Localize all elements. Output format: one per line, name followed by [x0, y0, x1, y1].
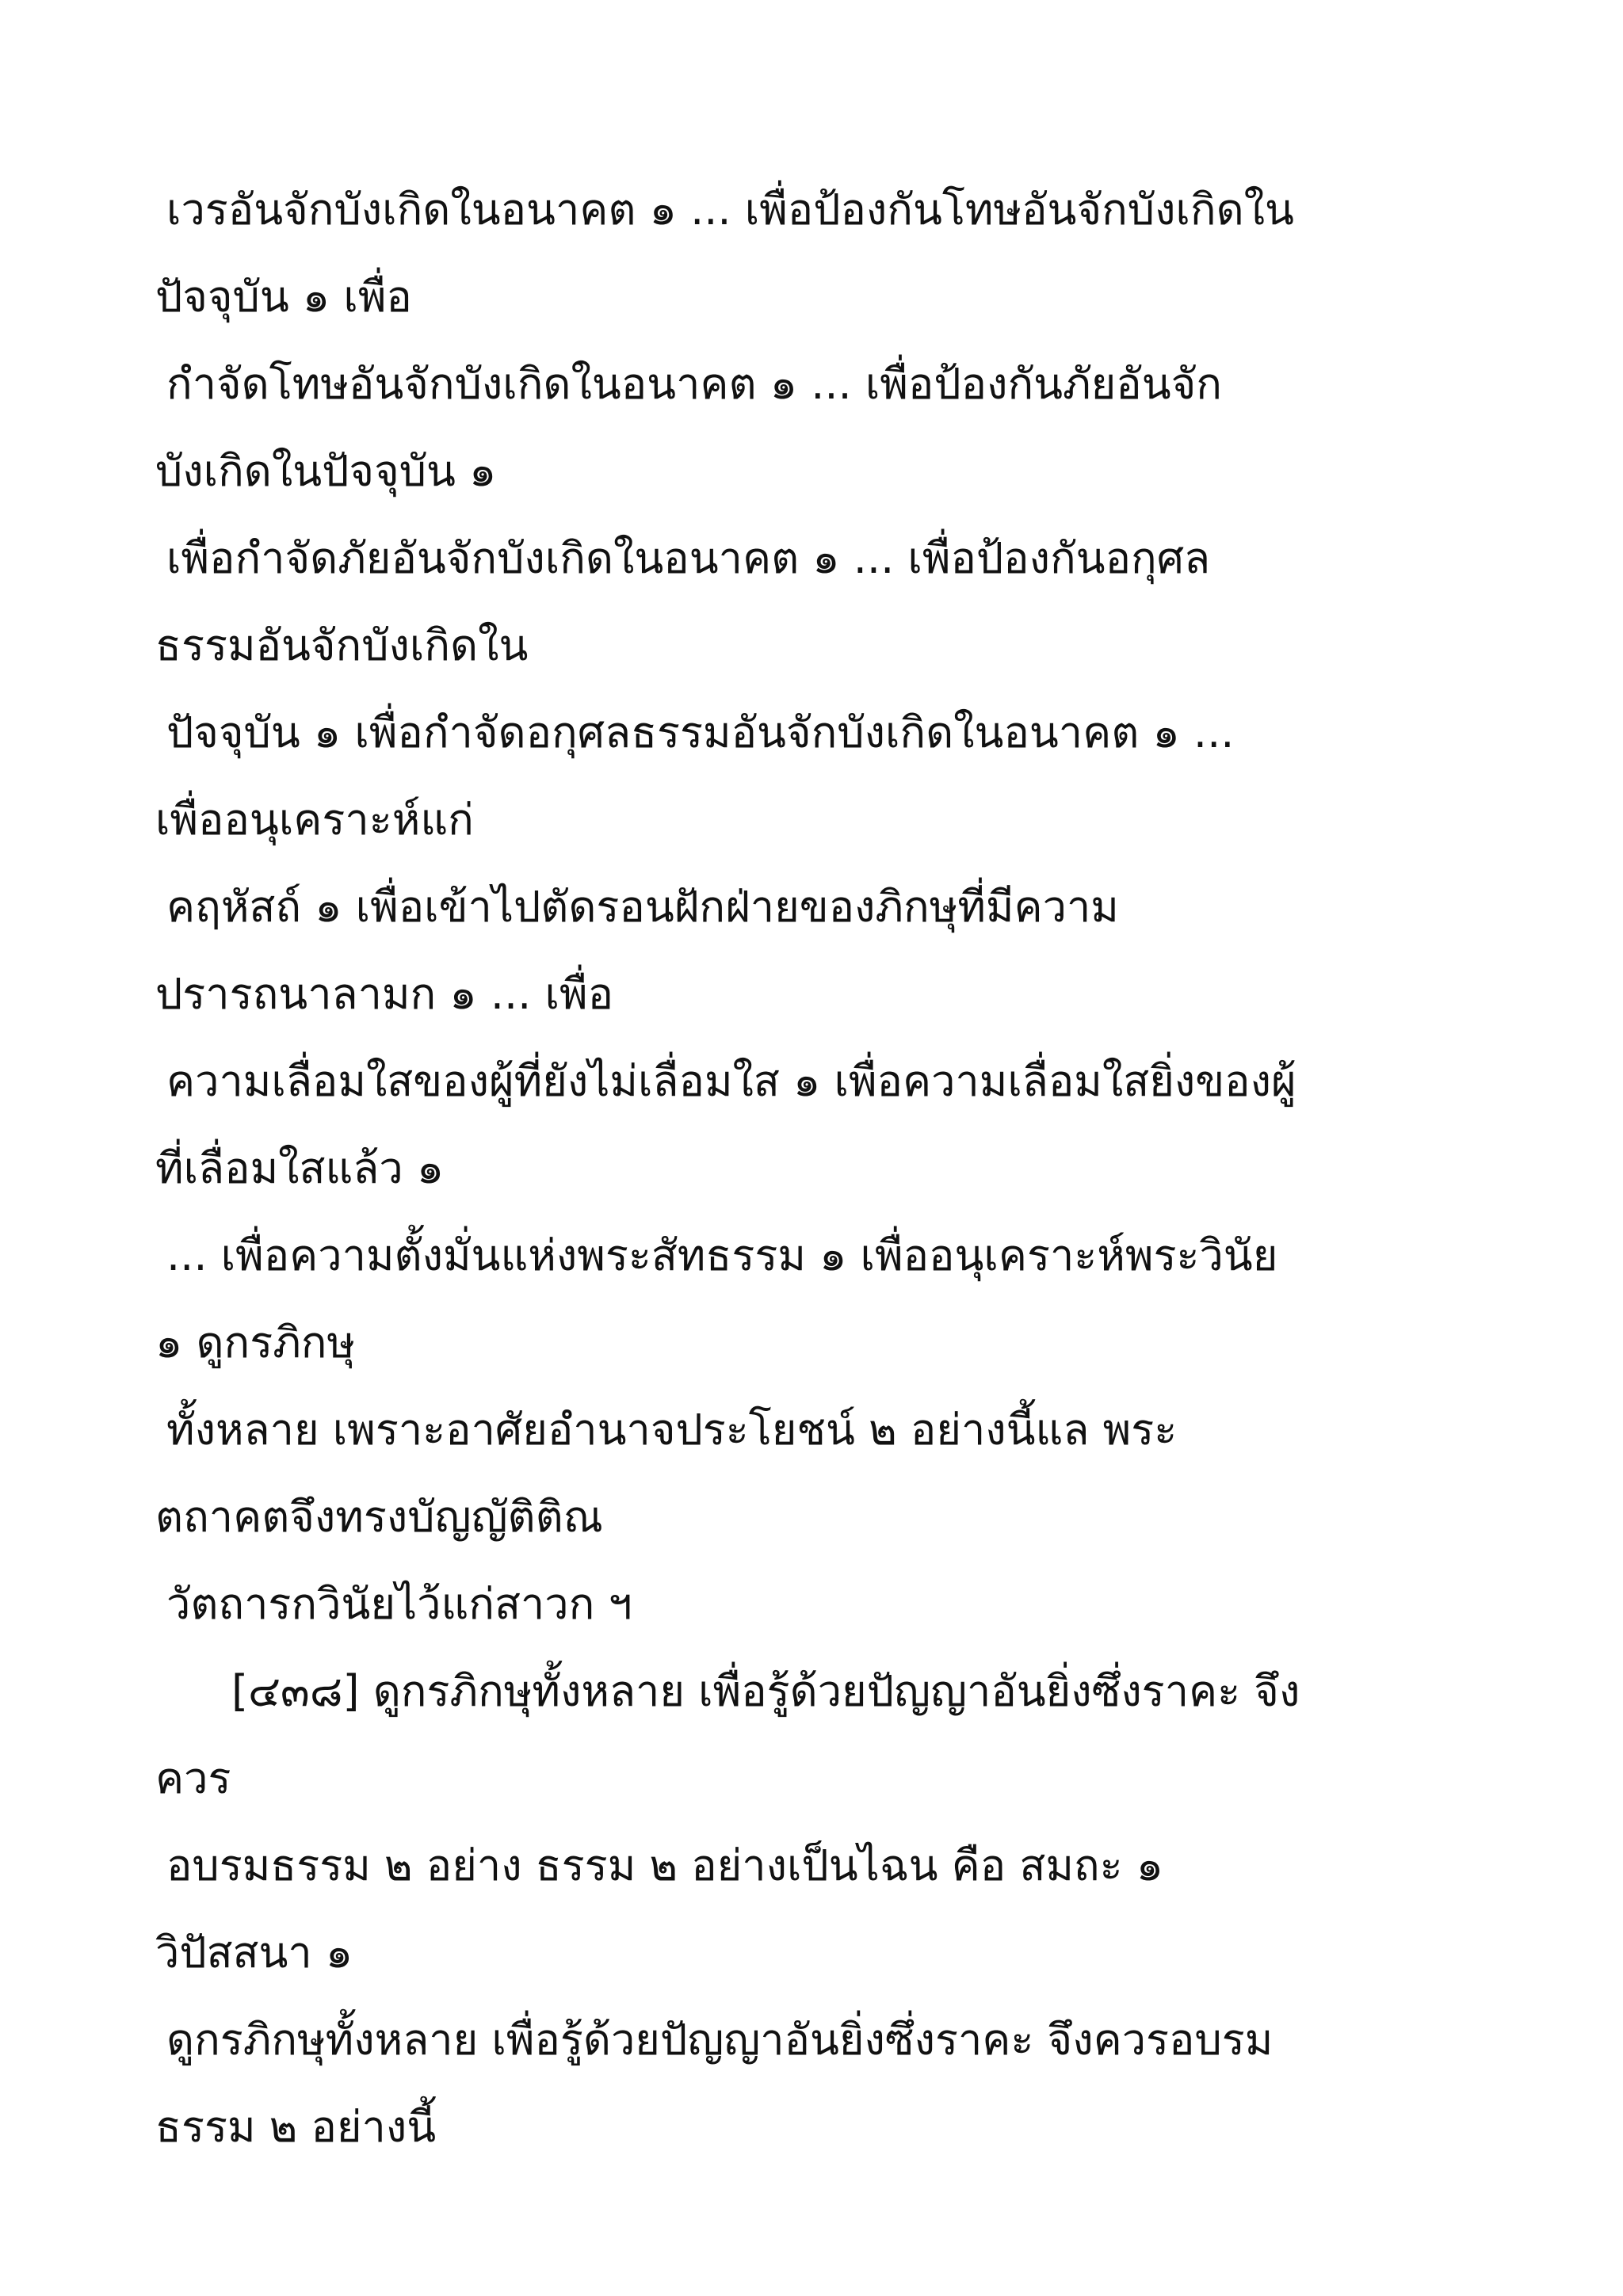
- text-line: เพื่อกำจัดภัยอันจักบังเกิดในอนาคต ๑ ... เพื่อป้องกันอกุศล: [166, 533, 1211, 583]
- text-line: กำจัดโทษอันจักบังเกิดในอนาคต ๑ ... เพื่อป้องกันภัยอันจัก: [166, 359, 1222, 409]
- body-text: [155, 166, 1487, 2171]
- text-line: เวรอันจักบังเกิดในอนาคต ๑ ... เพื่อป้องกันโทษอันจักบังเกิดใน: [166, 185, 1294, 235]
- text-line: อบรมธรรม ๒ อย่าง ธรรม ๒ อย่างเป็นไฉน คือ สมถะ ๑: [166, 1840, 1164, 1890]
- text-line: ควร: [155, 1753, 231, 1803]
- text-line: ปัจจุบัน ๑ เพื่อ: [155, 272, 412, 322]
- text-line: ธรรมอันจักบังเกิดใน: [155, 620, 529, 670]
- text-line: วิปัสสนา ๑: [155, 1928, 353, 1978]
- paragraph-start-line: [๔๓๘] ดูกรภิกษุทั้งหลาย เพื่อรู้ด้วยปัญญาอันยิ่งซึ่งราคะ จึง: [231, 1666, 1300, 1716]
- text-line: วัตถารกวินัยไว้แก่สาวก ฯ: [166, 1579, 632, 1629]
- text-line: ... เพื่อความตั้งมั่นแห่งพระสัทธรรม ๑ เพื่ออนุเคราะห์พระวินัย: [166, 1230, 1278, 1280]
- text-line: ธรรม ๒ อย่างนี้: [155, 2102, 437, 2152]
- text-line: บังเกิดในปัจจุบัน ๑: [155, 446, 497, 496]
- text-line: ตถาคตจึงทรงบัญญัติติณ: [155, 1492, 603, 1542]
- text-line: ความเลื่อมใสของผู้ที่ยังไม่เลื่อมใส ๑ เพื่อความเลื่อมใสยิ่งของผู้: [166, 1056, 1296, 1106]
- text-line: ปรารถนาลามก ๑ ... เพื่อ: [155, 969, 613, 1019]
- text-line: ทั้งหลาย เพราะอาศัยอำนาจประโยชน์ ๒ อย่างนี้แล พระ: [166, 1405, 1178, 1455]
- text-line: ดูกรภิกษุทั้งหลาย เพื่อรู้ด้วยปัญญาอันยิ่งซึ่งราคะ จึงควรอบรม: [166, 2015, 1274, 2065]
- text-line: ที่เลื่อมใสแล้ว ๑: [155, 1143, 445, 1193]
- text-line: ปัจจุบัน ๑ เพื่อกำจัดอกุศลธรรมอันจักบังเกิดในอนาคต ๑ ...: [166, 707, 1235, 757]
- text-line: เพื่ออนุเคราะห์แก่: [155, 795, 474, 845]
- text-line: ๑ ดูกรภิกษุ: [155, 1318, 356, 1367]
- text-line: คฤหัสถ์ ๑ เพื่อเข้าไปตัดรอนฝักฝ่ายของภิกษุที่มีความ: [166, 882, 1119, 932]
